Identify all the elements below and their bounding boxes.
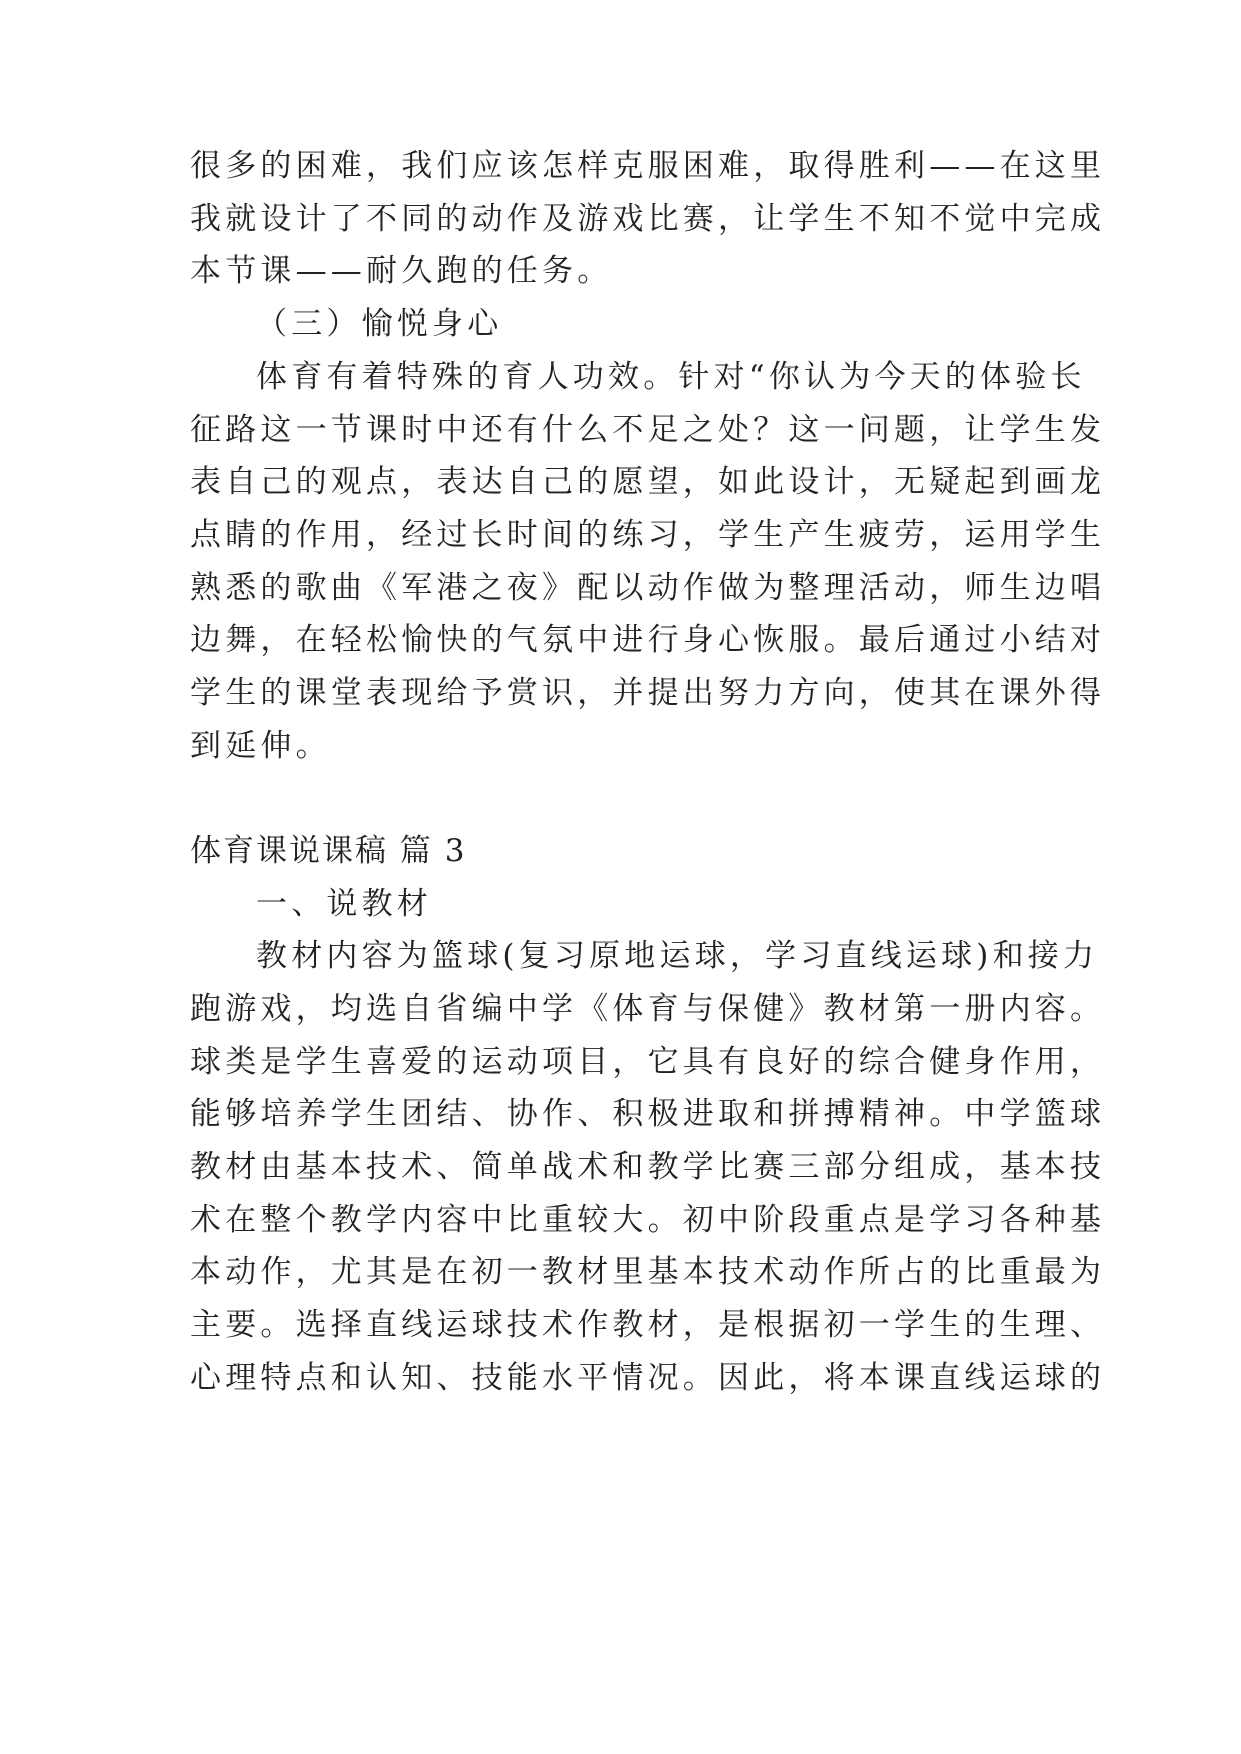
text-line: 很多的困难，我们应该怎样克服困难，取得胜利——在这里 xyxy=(190,148,1106,184)
section-subheading: 一、说教材 xyxy=(256,886,432,922)
section-title: 体育课说课稿 篇 3 xyxy=(190,833,467,869)
text-line: 点睛的作用，经过长时间的练习，学生产生疲劳，运用学生 xyxy=(190,517,1106,553)
text-line: 能够培养学生团结、协作、积极进取和拼搏精神。中学篮球 xyxy=(190,1096,1106,1132)
text-line: 征路这一节课时中还有什么不足之处？这一问题，让学生发 xyxy=(190,412,1106,448)
text-line: 到延伸。 xyxy=(190,728,331,764)
text-line: 心理特点和认知、技能水平情况。因此，将本课直线运球的 xyxy=(190,1360,1106,1396)
text-line: 教材由基本技术、简单战术和教学比赛三部分组成，基本技 xyxy=(190,1149,1106,1185)
text-line: 本节课——耐久跑的任务。 xyxy=(190,253,613,289)
section-subheading: （三）愉悦身心 xyxy=(256,306,503,342)
text-line: 熟悉的歌曲《军港之夜》配以动作做为整理活动，师生边唱 xyxy=(190,570,1106,606)
text-line: 我就设计了不同的动作及游戏比赛，让学生不知不觉中完成 xyxy=(190,201,1106,237)
text-line: 跑游戏，均选自省编中学《体育与保健》教材第一册内容。 xyxy=(190,991,1106,1027)
text-line: 教材内容为篮球(复习原地运球，学习直线运球)和接力 xyxy=(256,938,1099,974)
text-line: 体育有着特殊的育人功效。针对“你认为今天的体验长 xyxy=(256,359,1086,395)
text-line: 学生的课堂表现给予赏识，并提出努力方向，使其在课外得 xyxy=(190,675,1106,711)
text-line: 边舞，在轻松愉快的气氛中进行身心恢服。最后通过小结对 xyxy=(190,622,1106,658)
text-line: 主要。选择直线运球技术作教材，是根据初一学生的生理、 xyxy=(190,1307,1106,1343)
text-line: 本动作，尤其是在初一教材里基本技术动作所占的比重最为 xyxy=(190,1254,1106,1290)
text-line: 术在整个教学内容中比重较大。初中阶段重点是学习各种基 xyxy=(190,1202,1106,1238)
text-line: 表自己的观点，表达自己的愿望，如此设计，无疑起到画龙 xyxy=(190,464,1106,500)
text-line: 球类是学生喜爱的运动项目，它具有良好的综合健身作用， xyxy=(190,1044,1106,1080)
